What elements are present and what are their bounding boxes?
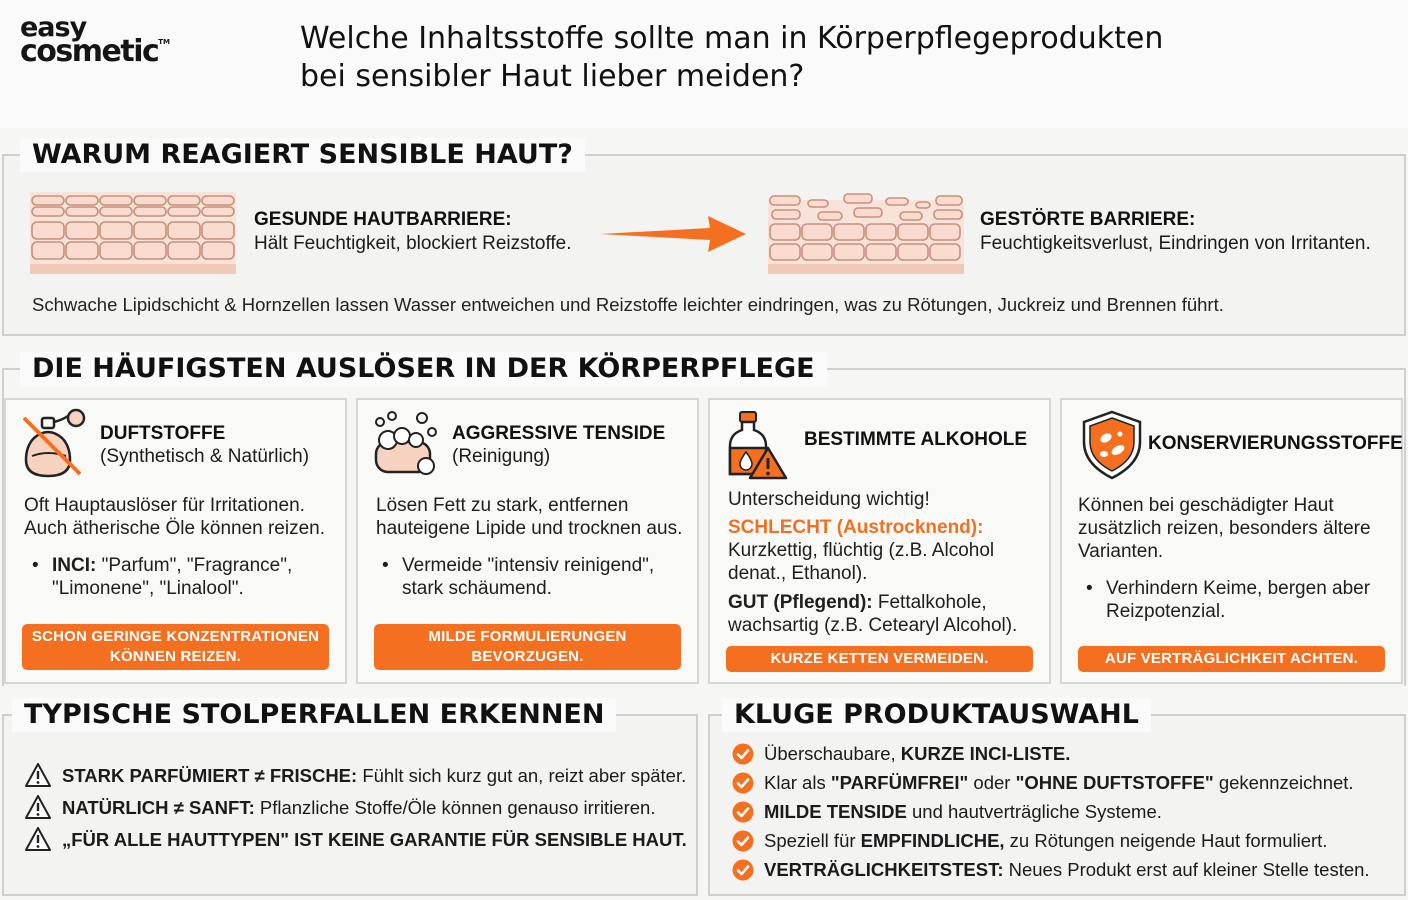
- fragrance-subtitle: (Synthetisch & Natürlich): [100, 446, 310, 467]
- healthy-barrier-text: Hält Feuchtigkeit, blockiert Reizstoffe.: [254, 233, 572, 254]
- preservatives-body-line1: Können bei geschädigter Haut: [1078, 495, 1334, 516]
- fragrance-body-line2: Auch ätherische Öle können reizen.: [24, 518, 326, 539]
- skin-cell: [66, 242, 98, 259]
- skin-cell: [202, 207, 234, 216]
- choice-text: gekennzeichnet.: [1213, 772, 1354, 793]
- logo-line2: cosmetic: [20, 34, 159, 70]
- surfactants-bullet-line2: stark schäumend.: [402, 578, 552, 599]
- skin-cell: [134, 207, 166, 216]
- choice-text: oder: [968, 772, 1016, 793]
- preservatives-bullet: [1086, 577, 1393, 623]
- skin-cell: [770, 196, 800, 205]
- preservatives-body-line2: zusätzlich reizen, besonders ältere: [1078, 518, 1371, 539]
- skin-cell: [844, 194, 872, 203]
- preservatives-body-line3: Varianten.: [1078, 541, 1164, 562]
- choice-text: Speziell für: [764, 830, 861, 851]
- alcohols-good-line1: Fettalkohole,: [872, 592, 987, 613]
- choice-text: Überschaubare,: [764, 743, 901, 764]
- alcohols-title: BESTIMMTE ALKOHOLE: [804, 429, 1028, 450]
- choice-bold: "PARFÜMFREI": [830, 772, 969, 793]
- perfume-crossed-icon: [18, 408, 90, 480]
- fragrance-banner-line1: SCHON GERINGE KONZENTRATIONEN: [31, 628, 320, 645]
- fragrance-body-line1: Oft Hauptauslöser für Irritationen.: [24, 495, 305, 516]
- skin-cell: [134, 222, 166, 239]
- healthy-skin-illustration: [30, 192, 236, 274]
- fragrance-warning-banner: [22, 624, 329, 670]
- check-circle-icon: [732, 743, 754, 765]
- skin-cell: [202, 196, 234, 205]
- preservatives-title: KONSERVIERUNGSSTOFFE: [1148, 433, 1403, 454]
- choice-bold: MILDE TENSIDE: [764, 801, 907, 822]
- trap-bold: NATÜRLICH ≠ SANFT:: [62, 797, 255, 818]
- shield-bacteria-icon: [1076, 408, 1148, 480]
- damaged-skin-illustration: [768, 190, 964, 274]
- choice-text: und hautverträgliche Systeme.: [906, 801, 1162, 822]
- skin-cell: [834, 244, 864, 260]
- alcohols-body: [728, 488, 1039, 637]
- choice-panel: [708, 699, 1406, 896]
- surfactants-banner-line2: BEVORZUGEN.: [471, 648, 584, 665]
- trap-text: Pflanzliche Stoffe/Öle können genauso irritieren.: [254, 797, 656, 818]
- check-circle-icon: [732, 772, 754, 794]
- skin-cell: [32, 196, 64, 205]
- surfactants-title: AGGRESSIVE TENSIDE: [452, 423, 666, 444]
- damaged-barrier-title: GESTÖRTE BARRIERE:: [980, 209, 1196, 230]
- surfactants-bullet: [382, 554, 689, 600]
- preservatives-bullet-line2: Reizpotenzial.: [1106, 601, 1226, 622]
- inci-label: INCI:: [52, 555, 97, 576]
- preservatives-bullet-line1: Verhindern Keime, bergen aber: [1106, 578, 1371, 599]
- check-circle-icon: [732, 801, 754, 823]
- skin-cell: [134, 242, 166, 259]
- check-circle-icon: [732, 830, 754, 852]
- trigger-card-alcohols: [708, 398, 1051, 684]
- healthy-barrier-label: [254, 208, 572, 256]
- healthy-barrier-title: GESUNDE HAUTBARRIERE:: [254, 209, 512, 230]
- damaged-barrier-label: [980, 208, 1371, 256]
- page-title: [300, 20, 1300, 96]
- why-summary: Schwache Lipidschicht & Hornzellen lassen Wasser entweichen und Reizstoffe leichter eindringen, was zu Rötungen, Juckreiz und Brennen führt.: [32, 294, 1224, 315]
- skin-cell: [202, 222, 234, 239]
- trigger-card-fragrance: [4, 398, 347, 684]
- bullet-dot: •: [382, 555, 389, 576]
- skin-cell: [168, 242, 200, 259]
- surfactants-banner: [374, 624, 681, 670]
- choice-text: Klar als: [764, 772, 831, 793]
- skin-cell: [66, 196, 98, 205]
- trigger-card-surfactants: [356, 398, 699, 684]
- skin-cell: [100, 196, 132, 205]
- skin-cell: [934, 210, 962, 219]
- skin-cell: [854, 208, 882, 217]
- skin-cell: [898, 224, 928, 240]
- skin-cell: [32, 207, 64, 216]
- alcohol-bottle-warning-icon: [722, 408, 794, 480]
- bullet-dot: •: [32, 555, 39, 576]
- skin-cell: [866, 244, 896, 260]
- fragrance-bullet: [32, 554, 337, 600]
- skin-cell: [168, 207, 200, 216]
- skin-cell: [168, 222, 200, 239]
- skin-cell: [936, 196, 962, 205]
- skin-cell: [100, 207, 132, 216]
- trap-bold: „FÜR ALLE HAUTTYPEN" IST KEINE GARANTIE FÜR SENSIBLE HAUT.: [62, 829, 687, 850]
- fragrance-banner-line2: KÖNNEN REIZEN.: [109, 648, 242, 665]
- surfactants-subtitle: (Reinigung): [452, 446, 551, 467]
- skin-cell: [802, 244, 832, 260]
- alcohols-banner: KURZE KETTEN VERMEIDEN.: [726, 646, 1033, 672]
- skin-cell: [834, 224, 864, 240]
- why-panel: [2, 139, 1406, 336]
- skin-cell: [772, 210, 800, 219]
- warning-triangle-icon: [24, 826, 52, 852]
- skin-cell: [866, 224, 896, 240]
- traps-panel: [2, 699, 698, 896]
- alcohols-good-label: GUT (Pflegend):: [728, 592, 873, 613]
- skin-cell: [900, 212, 922, 220]
- alcohols-bad-line2: denat., Ethanol).: [728, 563, 868, 584]
- bullet-dot: •: [1086, 578, 1093, 599]
- page-title-line2: bei sensibler Haut lieber meiden?: [300, 59, 805, 94]
- skin-cell: [930, 224, 960, 240]
- traps-heading: TYPISCHE STOLPERFALLEN ERKENNEN: [12, 698, 616, 732]
- skin-cell: [32, 222, 64, 239]
- skin-cell: [202, 242, 234, 259]
- surfactants-body-line2: hauteigene Lipide und trocknen aus.: [376, 518, 683, 539]
- choice-heading: KLUGE PRODUKTAUSWAHL: [722, 698, 1151, 732]
- trigger-card-preservatives: [1060, 398, 1403, 684]
- skin-cell: [770, 244, 800, 260]
- choice-bold: "OHNE DUFTSTOFFE": [1015, 772, 1214, 793]
- logo-tm: TM: [158, 38, 171, 47]
- skin-cell: [32, 242, 64, 259]
- skin-cell: [802, 224, 832, 240]
- skin-cell: [818, 212, 842, 220]
- choice-bold: VERTRÄGLICHKEITSTEST:: [764, 859, 1004, 880]
- skin-cell: [100, 242, 132, 259]
- skin-cell: [168, 196, 200, 205]
- alcohols-bad-label: SCHLECHT (Austrocknend):: [728, 517, 984, 538]
- preservatives-banner: AUF VERTRÄGLICHKEIT ACHTEN.: [1078, 646, 1385, 672]
- preservatives-body: [1078, 494, 1391, 563]
- skin-cell: [808, 200, 828, 207]
- skin-cell: [66, 207, 98, 216]
- trap-text: Fühlt sich kurz gut an, reizt aber später.: [357, 765, 687, 786]
- warning-triangle-icon: [24, 794, 52, 820]
- skin-cell: [134, 196, 166, 205]
- choice-text: zu Rötungen neigende Haut formuliert.: [1004, 830, 1328, 851]
- skin-cell: [100, 222, 132, 239]
- choice-text: Neues Produkt erst auf kleiner Stelle testen.: [1003, 859, 1370, 880]
- skin-cell: [916, 202, 930, 208]
- logo-line1: easy: [20, 12, 87, 43]
- soap-bubbles-icon: [370, 408, 442, 480]
- skin-cell: [898, 244, 928, 260]
- arrow-right-icon: [598, 208, 748, 256]
- skin-cell: [886, 198, 908, 205]
- fragrance-bullet-line1: "Parfum", "Fragrance",: [96, 555, 293, 576]
- surfactants-body-line1: Lösen Fett zu stark, entfernen: [376, 495, 629, 516]
- skin-cell: [770, 224, 800, 240]
- header: [0, 0, 1408, 128]
- fragrance-title: DUFTSTOFFE: [100, 423, 226, 444]
- logo: [20, 12, 171, 70]
- alcohols-bad-line1: Kurzkettig, flüchtig (z.B. Alcohol: [728, 540, 995, 561]
- trap-bold: STARK PARFÜMIERT ≠ FRISCHE:: [62, 765, 358, 786]
- why-heading: WARUM REAGIERT SENSIBLE HAUT?: [20, 138, 585, 172]
- surfactants-bullet-line1: Vermeide "intensiv reinigend",: [402, 555, 655, 576]
- alcohols-intro: Unterscheidung wichtig!: [728, 489, 930, 510]
- fragrance-body: [24, 494, 335, 540]
- triggers-heading: DIE HÄUFIGSTEN AUSLÖSER IN DER KÖRPERPFLEGE: [20, 352, 827, 386]
- damaged-barrier-text: Feuchtigkeitsverlust, Eindringen von Irritanten.: [980, 233, 1371, 254]
- choice-bold: EMPFINDLICHE,: [860, 830, 1005, 851]
- surfactants-body: [376, 494, 687, 540]
- check-circle-icon: [732, 859, 754, 881]
- fragrance-bullet-line2: "Limonene", "Linalool".: [52, 578, 244, 599]
- skin-cell: [930, 244, 960, 260]
- choice-bold: KURZE INCI-LISTE.: [900, 743, 1071, 764]
- skin-cell: [66, 222, 98, 239]
- surfactants-banner-line1: MILDE FORMULIERUNGEN: [428, 628, 627, 645]
- page-title-line1: Welche Inhaltsstoffe sollte man in Körperpflegeprodukten: [300, 21, 1164, 56]
- alcohols-good-line2: wachsartig (z.B. Cetearyl Alcohol).: [728, 615, 1018, 636]
- warning-triangle-icon: [24, 762, 52, 788]
